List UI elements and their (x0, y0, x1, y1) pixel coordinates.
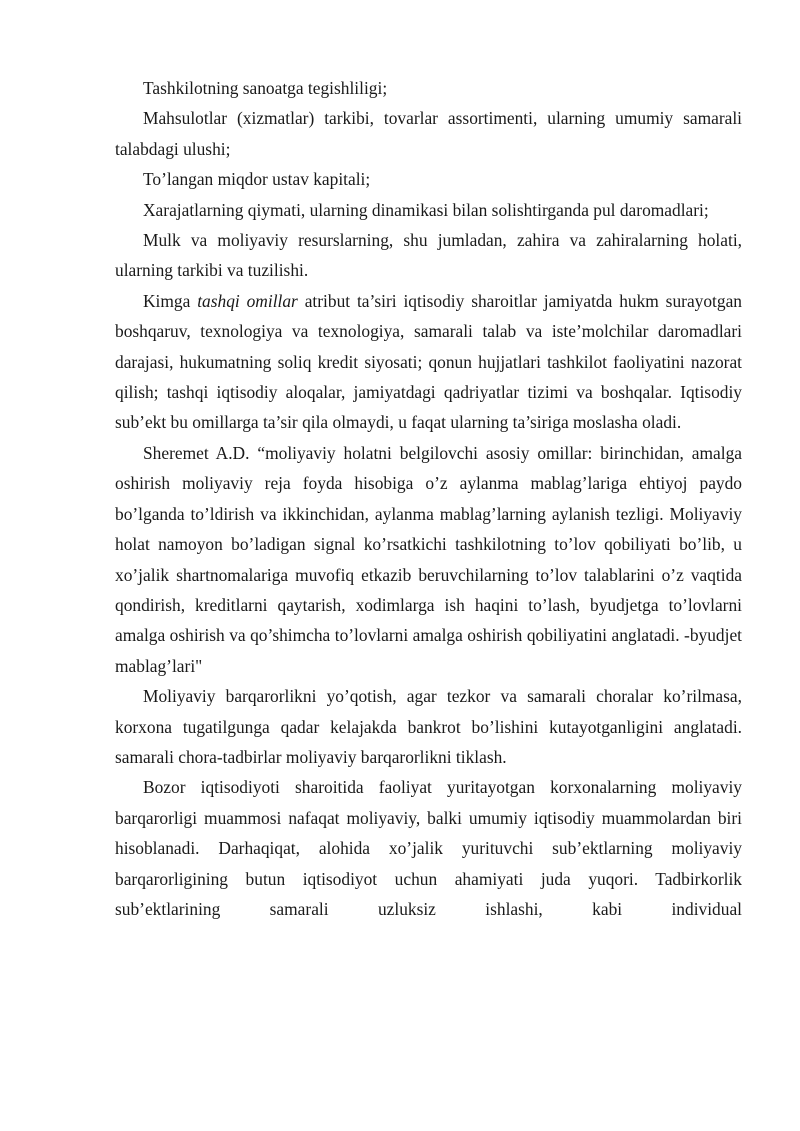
paragraph: Mahsulotlar (xizmatlar) tarkibi, tovarlar assortimenti, ularning umumiy samarali talabdagi ulushi; (115, 108, 742, 159)
paragraph-external-factors (115, 286, 742, 438)
italic-term: tashqi omillar (197, 290, 298, 311)
paragraph: To’langan miqdor ustav kapitali; (143, 169, 371, 190)
document-body (115, 73, 742, 924)
paragraph: Tashkilotning sanoatga tegishliligi; (143, 78, 388, 98)
paragraph: Moliyaviy barqarorlikni yo’qotish, agar tezkor va samarali choralar ko’rilmasa, korxona tugatilgunga qadar kelajakda bankrot bo’lishini kutayotganligini anglatadi. samarali chora-tadbirlar moliyaviy barqarorlikni tiklash. (115, 686, 742, 767)
paragraph-prefix: Kimga (143, 290, 198, 311)
paragraph-suffix: atribut ta’siri iqtisodiy sharoitlar jamiyatda hukm surayotgan boshqaruv, texnologiya va texnologiya, samarali talab va iste’molchilar daromadlari darajasi, hukumatning soliq kredit siyosati; qonun hujjatlari tashkilot faoliyatini nazorat qilish; tashqi iqtisodiy aloqalar, jamiyatdagi qadriyatlar tizimi va boshqalar. Iqtisodiy sub’ekt bu omillarga ta’sir qila olmaydi, u faqat ularning ta’siriga moslasha oladi. (115, 290, 742, 433)
paragraph: Sheremet A.D. “moliyaviy holatni belgilovchi asosiy omillar: birinchidan, amalga oshirish moliyaviy reja foyda hisobiga o’z aylanma mablag’lariga ehtiyoj paydo bo’lganda to’ldirish va ikkinchidan, aylanma mablag’larning aylanish tezligi. Moliyaviy holat namoyon bo’ladigan signal ko’rsatkichi tashkilotning to’lov qobiliyati bo’lib, u xo’jalik shartnomalariga muvofiq etkazib beruvchilarning to’lov talablarini o’z vaqtida qondirish, kreditlarni qaytarish, xodimlarga ish haqini to’lash, byudjetga to’lovlarni amalga oshirish va qo’shimcha to’lovlarni amalga oshirish qobiliyatini anglatadi. -byudjet mablag’lari" (115, 442, 742, 676)
paragraph: Xarajatlarning qiymati, ularning dinamikasi bilan solishtirganda pul daromadlari; (143, 199, 709, 220)
paragraph: Bozor iqtisodiyoti sharoitida faoliyat yuritayotgan korxonalarning moliyaviy barqarorligi muammosi nafaqat moliyaviy, balki umumiy iqtisodiy muammolardan biri hisoblanadi. Darhaqiqat, alohida xo’jalik yurituvchi sub’ektlarning moliyaviy barqarorligining butun iqtisodiyot uchun ahamiyati juda yuqori. Tadbirkorlik sub’ektlarining samarali uzluksiz ishlashi, kabi individual (115, 777, 742, 919)
paragraph: Mulk va moliyaviy resurslarning, shu jumladan, zahira va zahiralarning holati, ularning tarkibi va tuzilishi. (115, 230, 742, 281)
